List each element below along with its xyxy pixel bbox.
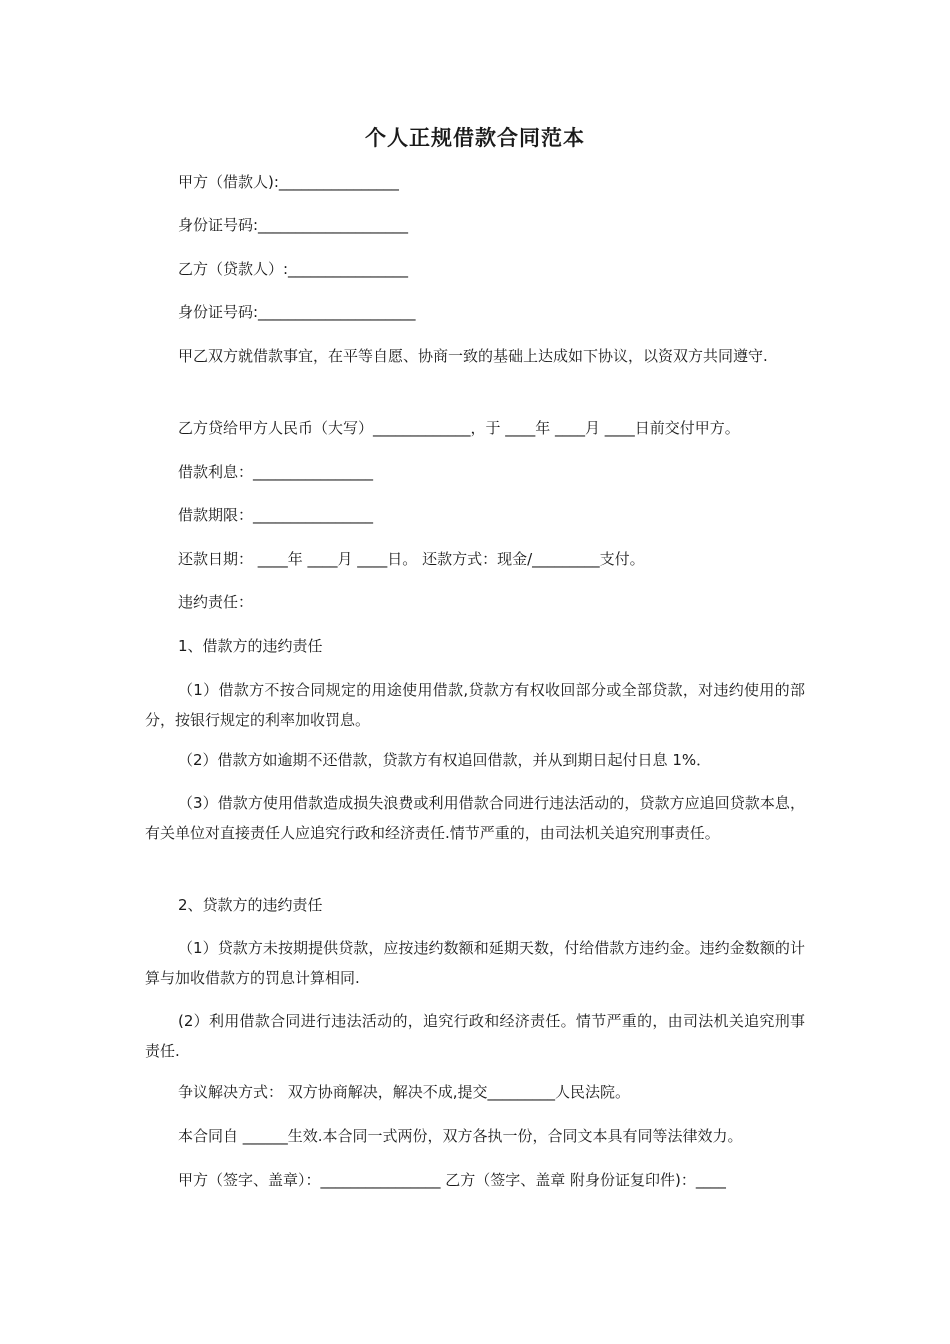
loan-amount-line: 乙方贷给甲方人民币（大写）_____________，于 ____年 ____月 ____日前交付甲方。 xyxy=(178,419,740,437)
borrower-item-1: （1）借款方不按合同规定的用途使用借款,贷款方有权收回部分或全部贷款，对违约使用的部分，按银行规定的利率加收罚息。 xyxy=(145,681,805,729)
party-a-line: 甲方（借款人):________________ xyxy=(178,173,399,191)
document-title: 个人正规借款合同范本 xyxy=(365,126,585,150)
term-line: 借款期限：________________ xyxy=(178,506,374,524)
interest-line: 借款利息：________________ xyxy=(178,463,374,481)
lender-item-2: (2）利用借款合同进行违法活动的，追究行政和经济责任。情节严重的，由司法机关追究刑事责任. xyxy=(145,1012,805,1060)
borrower-item-2: （2）借款方如逾期不还借款，贷款方有权追回借款，并从到期日起付日息 1%． xyxy=(178,751,712,769)
signatures-line: 甲方（签字、盖章）：________________ 乙方（签字、盖章 附身份证复印件)：____ xyxy=(178,1171,726,1189)
lender-liability-heading: 2、贷款方的违约责任 xyxy=(178,896,323,914)
liability-heading: 违约责任： xyxy=(178,593,254,611)
borrower-item-3: （3）借款方使用借款造成损失浪费或利用借款合同进行违法活动的，贷款方应追回贷款本息，有关单位对直接责任人应追究行政和经济责任.情节严重的，由司法机关追究刑事责任。 xyxy=(145,794,805,842)
preamble-paragraph: 甲乙双方就借款事宜，在平等自愿、协商一致的基础上达成如下协议，以资双方共同遵守. xyxy=(178,347,768,365)
party-b-id-line: 身份证号码:_____________________ xyxy=(178,303,416,321)
repayment-line: 还款日期： ____年 ____月 ____日。 还款方式：现金/_________支付。 xyxy=(178,550,645,568)
dispute-line: 争议解决方式： 双方协商解决，解决不成,提交_________人民法院。 xyxy=(178,1083,631,1101)
effective-line: 本合同自 ______生效.本合同一式两份，双方各执一份，合同文本具有同等法律效力。 xyxy=(178,1127,743,1145)
lender-item-1: （1）贷款方未按期提供贷款，应按违约数额和延期天数，付给借款方违约金。违约金数额的计算与加收借款方的罚息计算相同. xyxy=(145,939,805,987)
party-b-line: 乙方（贷款人）:________________ xyxy=(178,260,409,278)
borrower-liability-heading: 1、借款方的违约责任 xyxy=(178,637,323,655)
party-a-id-line: 身份证号码:____________________ xyxy=(178,216,409,234)
